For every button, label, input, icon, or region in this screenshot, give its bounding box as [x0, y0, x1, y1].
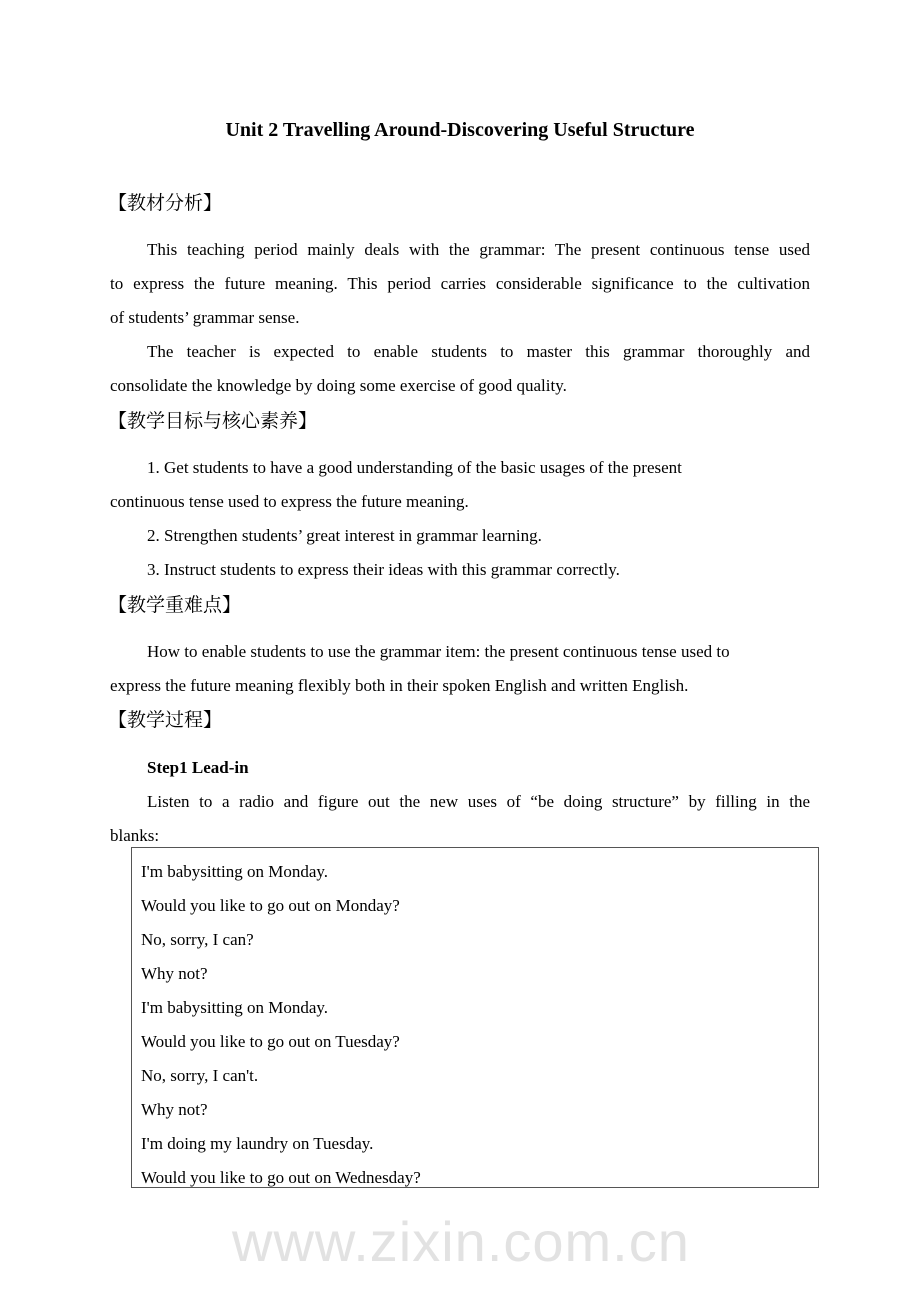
heading-process: 【教学过程】 — [108, 709, 223, 731]
dialogue-line: I'm babysitting on Monday. — [141, 998, 329, 1017]
dialogue-box — [131, 847, 819, 1188]
paragraph-line: This teaching period mainly deals with the grammar: The present continuous tense used — [147, 240, 810, 259]
dialogue-line: Would you like to go out on Tuesday? — [141, 1032, 400, 1051]
paragraph-line: consolidate the knowledge by doing some exercise of good quality. — [110, 376, 567, 395]
document-title: Unit 2 Travelling Around-Discovering Useful Structure — [225, 119, 695, 141]
dialogue-line: No, sorry, I can't. — [141, 1066, 259, 1085]
dialogue-line: Why not? — [141, 964, 208, 983]
heading-key-points: 【教学重难点】 — [108, 594, 242, 616]
heading-analysis: 【教材分析】 — [108, 192, 223, 214]
paragraph-line: express the future meaning flexibly both in their spoken English and written English. — [110, 676, 689, 695]
step-heading: Step1 Lead-in — [147, 758, 249, 777]
paragraph-line: to express the future meaning. This period carries considerable significance to the cultivation — [110, 274, 810, 293]
list-item: 2. Strengthen students’ great interest in grammar learning. — [147, 526, 542, 545]
dialogue-line: Would you like to go out on Wednesday? — [141, 1168, 421, 1187]
paragraph-line: Listen to a radio and figure out the new uses of “be doing structure” by filling in the — [147, 792, 810, 811]
heading-objectives: 【教学目标与核心素养】 — [108, 410, 318, 432]
list-item: 1. Get students to have a good understanding of the basic usages of the present — [147, 458, 682, 477]
dialogue-line: I'm doing my laundry on Tuesday. — [141, 1134, 374, 1153]
dialogue-line: I'm babysitting on Monday. — [141, 862, 329, 881]
watermark: www.zixin.com.cn — [232, 1210, 690, 1273]
paragraph-line: blanks: — [110, 826, 160, 845]
list-item: 3. Instruct students to express their ideas with this grammar correctly. — [147, 560, 620, 579]
dialogue-line: Why not? — [141, 1100, 208, 1119]
dialogue-line: No, sorry, I can? — [141, 930, 254, 949]
paragraph-line: The teacher is expected to enable students to master this grammar thoroughly and — [147, 342, 810, 361]
paragraph-line: of students’ grammar sense. — [110, 308, 300, 327]
dialogue-line: Would you like to go out on Monday? — [141, 896, 400, 915]
paragraph-line: How to enable students to use the grammar item: the present continuous tense used to — [147, 642, 730, 661]
list-item: continuous tense used to express the future meaning. — [110, 492, 469, 511]
